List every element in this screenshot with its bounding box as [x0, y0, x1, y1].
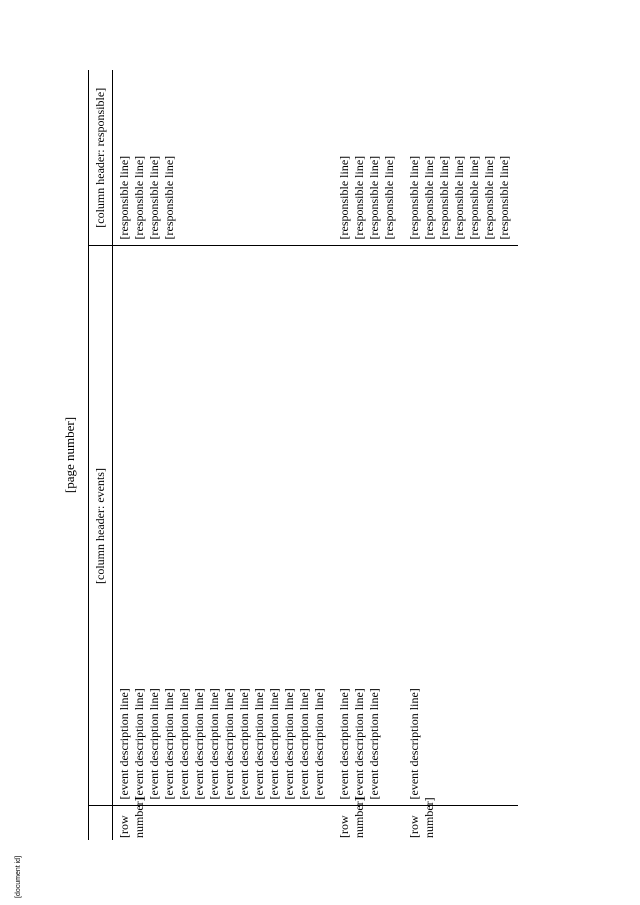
responsible-line: [responsible line]: [132, 155, 146, 240]
document-id: [document id]: [15, 855, 22, 898]
table-row: [403, 70, 518, 840]
header-events: [column header: events]: [89, 246, 113, 806]
event-description: [403, 246, 518, 806]
event-description: [333, 246, 403, 806]
responsible-cell: [333, 70, 403, 246]
event-line: [event description line]: [132, 688, 146, 800]
event-line: [event description line]: [282, 688, 296, 800]
event-line: [event description line]: [297, 688, 311, 800]
events-table: [88, 70, 518, 840]
event-line: [event description line]: [147, 688, 161, 800]
event-line: [event description line]: [237, 688, 251, 800]
table-row: [113, 70, 334, 840]
responsible-line: [responsible line]: [162, 155, 176, 240]
responsible-line: [responsible line]: [147, 155, 161, 240]
event-description: [113, 246, 334, 806]
event-line: [event description line]: [207, 688, 221, 800]
event-line: [event description line]: [367, 688, 381, 800]
responsible-line: [responsible line]: [497, 155, 511, 240]
responsible-line: [responsible line]: [352, 155, 366, 240]
responsible-line: [responsible line]: [482, 155, 496, 240]
responsible-line: [responsible line]: [437, 155, 451, 240]
row-number: [row number]: [407, 797, 436, 838]
event-line: [event description line]: [222, 688, 236, 800]
header-number: [89, 806, 113, 840]
event-line: [event description line]: [312, 688, 326, 800]
event-line: [event description line]: [162, 688, 176, 800]
table-row: [333, 70, 403, 840]
header-responsible: [column header: responsible]: [89, 70, 113, 246]
rotated-page-content: [60, 70, 511, 840]
event-line: [event description line]: [337, 688, 351, 800]
event-line: [event description line]: [267, 688, 281, 800]
event-line: [event description line]: [117, 688, 131, 800]
responsible-line: [responsible line]: [117, 155, 131, 240]
table-header-row: [89, 70, 113, 840]
event-line: [event description line]: [192, 688, 206, 800]
event-line: [event description line]: [177, 688, 191, 800]
responsible-line: [responsible line]: [382, 155, 396, 240]
row-number: [row number]: [337, 797, 366, 838]
responsible-cell: [403, 70, 518, 246]
responsible-cell: [113, 70, 334, 246]
responsible-line: [responsible line]: [452, 155, 466, 240]
responsible-line: [responsible line]: [337, 155, 351, 240]
event-line: [event description line]: [407, 688, 421, 800]
responsible-line: [responsible line]: [422, 155, 436, 240]
row-number: [row number]: [117, 797, 146, 838]
responsible-line: [responsible line]: [407, 155, 421, 240]
responsible-line: [responsible line]: [467, 155, 481, 240]
event-line: [event description line]: [352, 688, 366, 800]
responsible-line: [responsible line]: [367, 155, 381, 240]
event-line: [event description line]: [252, 688, 266, 800]
page-number: [page number]: [62, 416, 77, 494]
